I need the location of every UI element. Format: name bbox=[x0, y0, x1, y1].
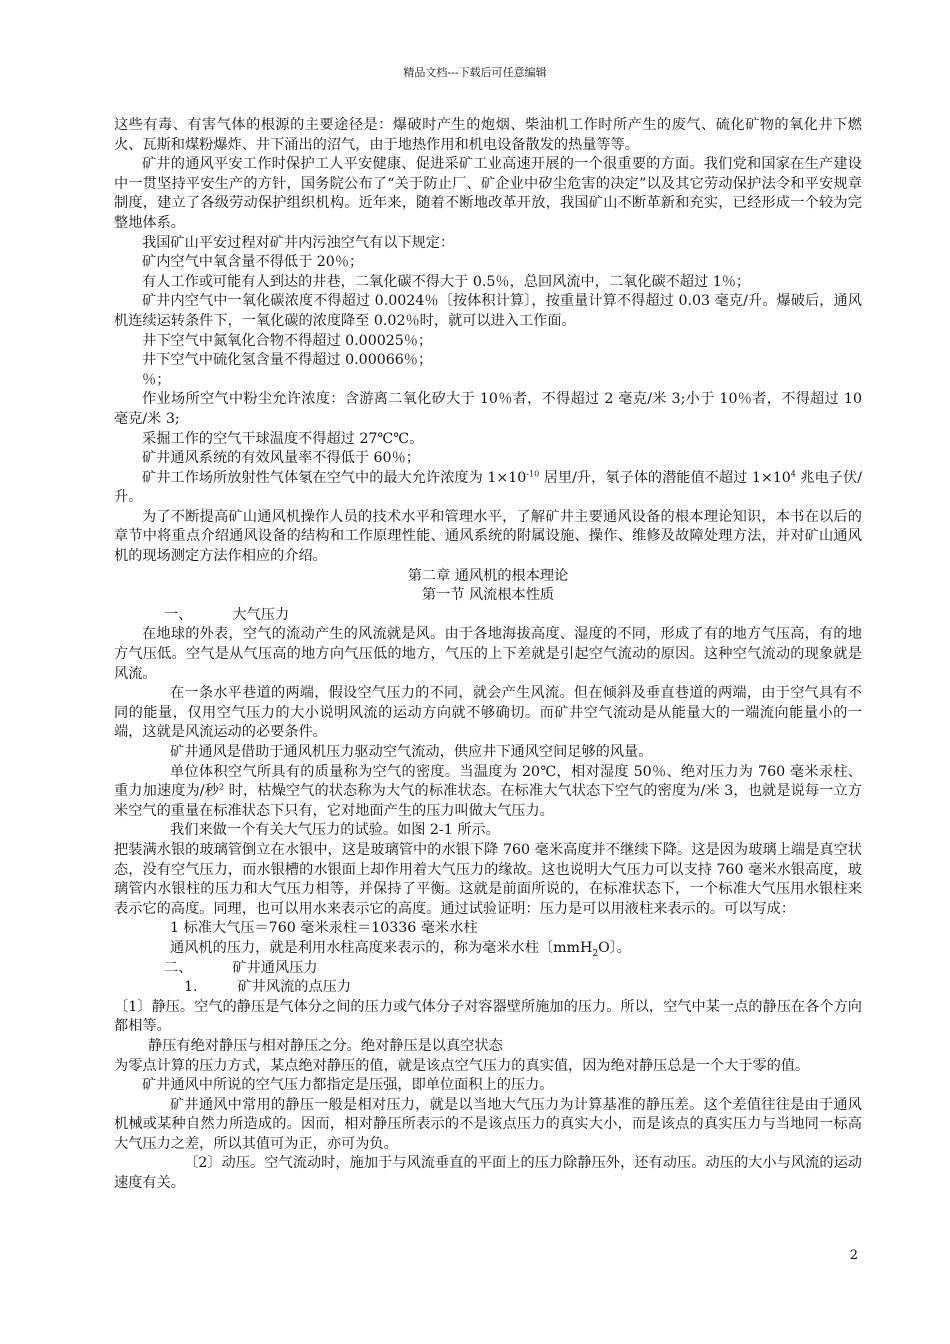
paragraph: 为零点计算的压力方式，某点绝对静压的值，就是该点空气压力的真实值，因为绝对静压总是一个大于零的值。 bbox=[114, 1057, 810, 1074]
paragraph bbox=[114, 939, 862, 959]
heading-number: 1. bbox=[184, 979, 198, 996]
paragraph bbox=[114, 763, 862, 822]
paragraph: 作业场所空气中粉尘允许浓度：含游离二氧化矽大于 10％者，不得超过 2 毫克/米 3;小于 10％者，不得超过 10 毫克/米 3; bbox=[114, 391, 862, 427]
paragraph: 〔1〕静压。空气的静压是气体分之间的压力或气体分子对容器壁所施加的压力。所以，空气中某一点的静压在各个方向都相等。 bbox=[114, 998, 862, 1035]
paragraph: 为了不断提高矿山通风机操作人员的技术水平和管理水平，了解矿井主要通风设备的根本理论知识，本书在以后的章节中将重点介绍通风设备的结构和工作原理性能、通风系统的附属设施、操作、维修及故障处理方法，并对矿山通风机的现场测定方法作相应的介绍。 bbox=[114, 508, 862, 565]
paragraph: 我国矿山平安过程对矿井内污浊空气有以下规定： bbox=[142, 234, 455, 251]
document-body bbox=[114, 116, 862, 1194]
paragraph: 这些有毒、有害气体的根源的主要途径是：爆破时产生的炮烟、柴油机工作时所产生的废气、硫化矿物的氧化井下燃火、瓦斯和煤粉爆炸、井下涌出的沼气，由于地热作用和机电设备散发的热量等等。 bbox=[114, 117, 862, 153]
section-title: 第一节 风流根本性质 bbox=[421, 587, 555, 604]
heading bbox=[114, 978, 862, 998]
paragraph bbox=[114, 469, 862, 508]
text-run: 通风机的压力，就是利用水柱高度来表示的，称为毫米水柱〔mmH bbox=[170, 939, 593, 956]
heading-number: 二、 bbox=[164, 959, 193, 976]
paragraph: 井下空气中硫化氢含量不得超过 0.00066％； bbox=[142, 352, 433, 369]
paragraph: 在地球的外表，空气的流动产生的风流就是风。由于各地海拔高度、湿度的不同，形成了有的地方气压高，有的地方气压低。空气是从气压高的地方向气压低的地方，气压的上下差就是引起空气流动的原因。这种空气流动的现象就是风流。 bbox=[114, 626, 862, 682]
paragraph: 〔2〕动压。空气流动时，施加于与风流垂直的平面上的压力除静压外，还有动压。动压的大小与风流的运动速度有关。 bbox=[114, 1155, 862, 1192]
text-run: 单位体积空气所具有的质量称为空气的密度。当温度为 20℃，相对湿度 50％、绝对压力为 760 毫米汞柱、重力加速度为/秒 bbox=[114, 763, 862, 800]
subscript: 2 bbox=[592, 948, 599, 959]
page-header: 精品文档---下载后可任意编辑 bbox=[403, 66, 547, 79]
heading-number: 一、 bbox=[164, 606, 193, 623]
paragraph: 矿井通风是借助于通风机压力驱动空气流动，供应井下通风空间足够的风量。 bbox=[170, 744, 653, 760]
paragraph: 井下空气中氮氧化合物不得超过 0.00025％； bbox=[142, 332, 433, 349]
paragraph: 矿内空气中氧含量不得低于 20％； bbox=[142, 254, 364, 271]
superscript: 4 bbox=[790, 468, 796, 478]
page-number: 2 bbox=[849, 1248, 858, 1263]
paragraph: 把装满水银的玻璃管倒立在水银中，这是玻璃管中的水银下降 760 毫米高度并不继续下降。这是因为玻璃上端是真空状态，没有空气压力，而水银槽的水银面上却作用着大气压力的缘故。这也说明大气压力可以支持 760 毫米水银高度，玻璃管内水银柱的压力和大气压力相等，并保持了平衡。这就是前面所说的，在标准状态下，一个标准大气压用水银柱来表示它的高度。同理，也可以用水来表示它的高度。通过试验证明：压力是可以用液柱来表示的。可以写成： bbox=[114, 841, 862, 917]
paragraph: 矿井通风中常用的静压一般是相对压力，就是以当地大气压力为计算基准的静压差。这个差值往往是由于通风机械或某种自然力所造成的。因而，相对静压所表示的不是该点压力的真实大小，而是该点的真实压力与当地同一标高大气压力之差，所以其值可为正，亦可为负。 bbox=[114, 1096, 862, 1152]
paragraph: 我们来做一个有关大气压力的试验。如图 2-1 所示。 bbox=[170, 822, 500, 839]
paragraph: 静压有绝对静压与相对静压之分。绝对静压是以真空状态 bbox=[148, 1037, 503, 1054]
paragraph: 矿井通风中所说的空气压力都指定是压强，即单位面积上的压力。 bbox=[142, 1077, 554, 1094]
superscript: -10 bbox=[526, 468, 540, 478]
text-run: 矿井工作场所放射性气体氡在空气中的最大允许浓度为 1×10 bbox=[142, 469, 527, 486]
superscript: 2 bbox=[218, 782, 225, 792]
heading-text: 大气压力 bbox=[232, 606, 290, 623]
heading bbox=[114, 606, 862, 626]
paragraph: 有人工作或可能有人到达的井巷，二氧化碳不得大于 0.5％，总回风流中，二氧化碳不超过 1％； bbox=[142, 273, 751, 290]
heading bbox=[114, 959, 862, 979]
text-run: O〕。 bbox=[598, 939, 631, 956]
chapter-title: 第二章 通风机的根本理论 bbox=[407, 567, 569, 584]
paragraph: 1 标准大气压＝760 毫米汞柱＝10336 毫米水柱 bbox=[170, 920, 478, 937]
paragraph: 矿井的通风平安工作时保护工人平安健康、促进采矿工业高速开展的一个很重要的方面。我们党和国家在生产建设中一贯坚持平安生产的方针，国务院公布了“关于防止厂、矿企业中矽尘危害的决定”以及其它劳动保护法令和平安规章制度，建立了各级劳动保护组织机构。近年来，随着不断地改革开放，我国矿山不断革新和充实，已经形成一个较为完整地体系。 bbox=[114, 156, 862, 231]
paragraph: 采掘工作的空气干球温度不得超过 27℃℃。 bbox=[142, 430, 424, 447]
heading-text: 矿井风流的点压力 bbox=[237, 979, 352, 996]
text-run: 时，枯燥空气的状态称为大气的标准状态。在标准大气状态下空气的密度为/米 3，也就是说每一立方米空气的重量在标准状态下只有，它对地面产生的压力叫做大气压力。 bbox=[114, 783, 862, 819]
text-run: 居里/升，氡子体的潜能值不超过 1×10 bbox=[539, 469, 791, 486]
paragraph: 矿井通风系统的有效风量率不得低于 60％； bbox=[142, 450, 420, 467]
paragraph: 在一条水平巷道的两端，假设空气压力的不同，就会产生风流。但在倾斜及垂直巷道的两端，由于空气具有不同的能量，仅用空气压力的大小说明风流的运动方向就不够确切。而矿井空气流动是从能量大的一端流向能量小的一端，这就是风流运动的必要条件。 bbox=[114, 685, 862, 741]
paragraph: ％； bbox=[142, 371, 171, 388]
text-run: 兆电子伏/升。 bbox=[114, 469, 862, 506]
heading-text: 矿井通风压力 bbox=[232, 959, 318, 976]
paragraph: 矿井内空气中一氧化碳浓度不得超过 0.0024％〔按体积计算〕，按重量计算不得超过 0.03 毫克/升。爆破后，通风机连续运转条件下，一氧化碳的浓度降至 0.02％时，就可以进入工作面。 bbox=[114, 293, 862, 329]
